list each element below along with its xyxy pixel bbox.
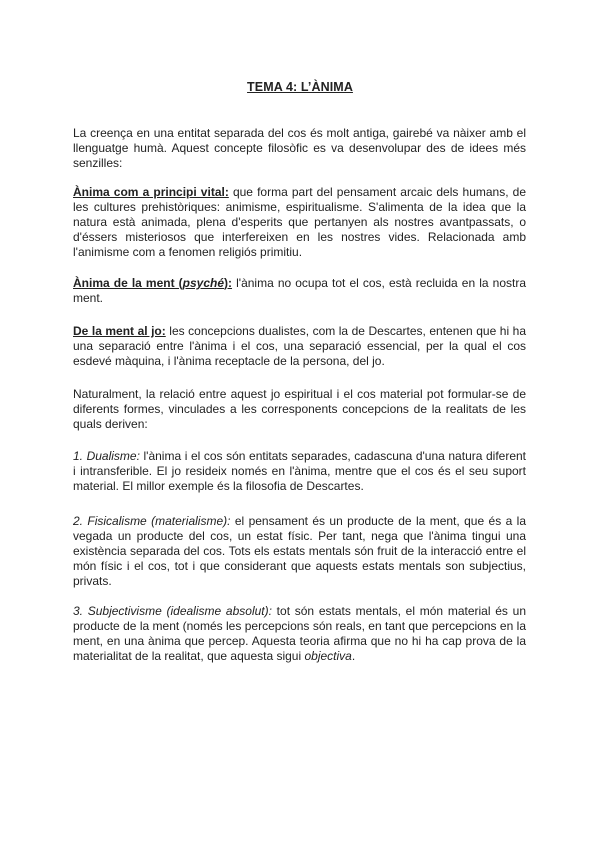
item-label: 1. Dualisme:: [73, 449, 140, 463]
section-body: les concepcions dualistes, com la de Descartes, entenen que hi ha una separació entre l'ànima i el cos, una separació essencial, per la qual el cos esdevé màquina, i l'ànima receptacle de la persona, del jo.: [73, 324, 526, 368]
list-item-dualism: [73, 449, 526, 494]
list-item-subjectivism: [73, 604, 526, 664]
section-mind-soul: [73, 276, 526, 306]
heading-text-end: ):: [224, 276, 233, 290]
section-body: que forma part del pensament arcaic dels humans, de les cultures prehistòriques: animisme, espiritualisme. S'alimenta de la idea que la natura està animada, plena d'esperits que pertanyen als nostres avantpassats, o d'éssers misteriosos que interfereixen en les nostres vides. Relacionada amb l'animisme com a fenomen religiós primitiu.: [73, 185, 526, 259]
intro-paragraph: La creença en una entitat separada del cos és molt antiga, gairebé va nàixer amb el llenguatge humà. Aquest concepte filosòfic es va desenvolupar des de idees més senzilles:: [73, 126, 526, 170]
item-body: el pensament és un producte de la ment, que és a la vegada un producte del cos, un estat físic. Per tant, nega que l'ànima tingui una existència separada del cos. Tots els estats mentals són fruit de la interacció entre el món físic i el cos, tot i que considerant que aquests estats mentals son subjectius, privats.: [73, 514, 526, 588]
section-mind-to-self: [73, 324, 526, 369]
page-title: TEMA 4: L’ÀNIMA: [247, 80, 353, 94]
section-heading: De la ment al jo:: [73, 324, 166, 338]
section-heading: [73, 276, 232, 290]
item-emphasis: objectiva: [304, 649, 352, 663]
item-body-end: .: [351, 649, 356, 663]
list-item-physicalism: [73, 514, 526, 589]
section-heading: Ànima com a principi vital:: [73, 185, 229, 199]
item-body: tot són estats mentals, el món material és un producte de la ment (només les percepcions són reals, en tant que percepcions en la ment, en una ànima que percep. Aquesta teoria afirma que no hi ha cap prova de la materialitat de la realitat, que aquesta sigui: [73, 604, 526, 663]
section-body: l'ànima no ocupa tot el cos, està recluida en la nostra ment.: [73, 276, 527, 305]
relation-paragraph: Naturalment, la relació entre aquest jo espiritual i el cos material pot formular-se de diferents formes, vinculades a les corresponents concepcions de la realitats de les quals deriven:: [73, 387, 526, 431]
section-vital-principle: [73, 185, 526, 260]
heading-text: Ànima de la ment (: [73, 276, 183, 290]
item-label: 2. Fisicalisme (materialisme):: [73, 514, 231, 528]
item-body: l'ànima i el cos són entitats separades, cadascuna d'una natura diferent i intransferible. El jo resideix només en l'ànima, mentre que el cos és el seu suport material. El millor exemple és la filosofia de Descartes.: [73, 449, 526, 493]
heading-emphasis: psyché: [182, 276, 225, 290]
item-label: 3. Subjectivisme (idealisme absolut):: [73, 604, 272, 618]
